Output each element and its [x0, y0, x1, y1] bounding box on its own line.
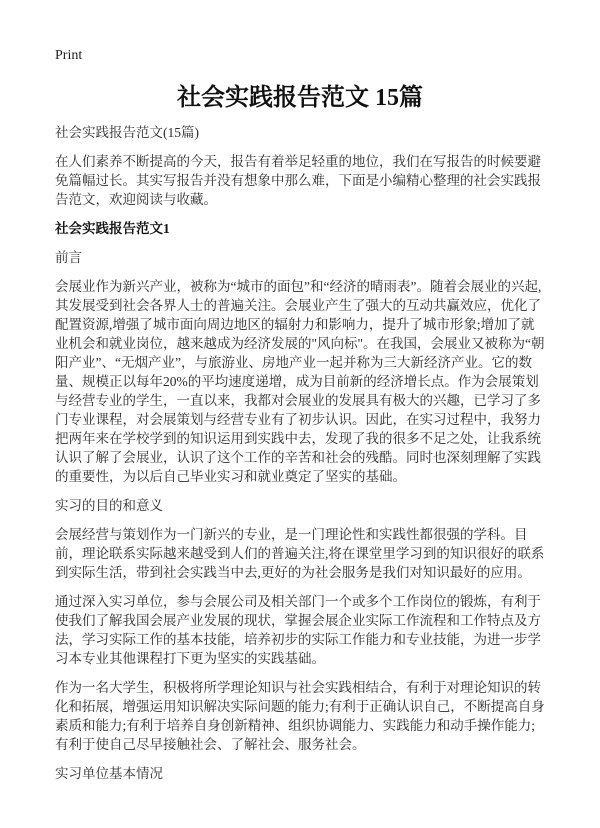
document-subtitle: 社会实践报告范文(15篇): [55, 125, 199, 140]
purpose-heading: 实习的目的和意义: [55, 498, 163, 513]
preface-heading: 前言: [55, 250, 82, 265]
report-1-heading: 社会实践报告范文1: [55, 221, 170, 236]
purpose-paragraph-2: 通过深入实习单位，参与会展公司及相关部门一个或多个工作岗位的锻炼，有利于使我们了解我国会展产业发展的现状，掌握会展企业实际工作流程和工作特点及方法，学习实际工作的基本技能，培养初步的实际工作能力和专业技能，为进一步学习本专业其他课程打下更为坚实的实践基础。: [55, 594, 541, 666]
page-title: 社会实践报告范文 15篇: [177, 85, 423, 111]
intro-paragraph: 在人们素养不断提高的今天，报告有着举足轻重的地位，我们在写报告的时候要避免篇幅过长。其实写报告并没有想象中那么难，下面是小编精心整理的社会实践报告范文，欢迎阅读与收藏。: [55, 154, 541, 207]
print-link[interactable]: Print: [55, 48, 83, 63]
purpose-paragraph-3: 作为一名大学生，积极将所学理论知识与社会实践相结合，有利于对理论知识的转化和拓展，增强运用知识解决实际问题的能力;有利于正确认识自己，不断提高自身素质和能力;有利于培养自身创新精神、组织协调能力、实践能力和动手操作能力;有利于使自己尽早接触社会、了解社会、服务社会。: [55, 680, 545, 752]
internship-unit-heading: 实习单位基本情况: [55, 766, 163, 781]
purpose-paragraph-1: 会展经营与策划作为一门新兴的专业，是一门理论性和实践性都很强的学科。目前，理论联系实际越来越受到人们的普遍关注,将在课堂里学习到的知识很好的联系到实际生活，带到社会实践当中去,更好的为社会服务是我们对知识最好的应用。: [55, 527, 545, 580]
preface-paragraph: 会展业作为新兴产业，被称为“城市的面包”和“经济的晴雨表”。随着会展业的兴起,其发展受到社会各界人士的普遍关注。会展业产生了强大的互动共赢效应，优化了配置资源,增强了城市面向周边地区的辐射力和影响力，提升了城市形象;增加了就业机会和就业岗位，越来越成为经济发展的"风向标"。在我国，会展业又被称为“朝阳产业”、“无烟产业”，与旅游业、房地产业一起并称为三大新经济产业。它的数量、规模正以每年20%的平均速度递增，成为目前新的经济增长点。作为会展策划与经营专业的学生，一直以来，我都对会展业的发展具有极大的兴趣，已学习了多门专业课程，对会展策划与经营专业有了初步认识。因此，在实习过程中，我努力把两年来在学校学到的知识运用到实践中去，发现了我的很多不足之处，让我系统认识了解了会展业，认识了这个工作的辛苦和社会的残酷。同时也深刻理解了实践的重要性，为以后自己毕业实习和就业奠定了坚实的基础。: [55, 279, 545, 484]
